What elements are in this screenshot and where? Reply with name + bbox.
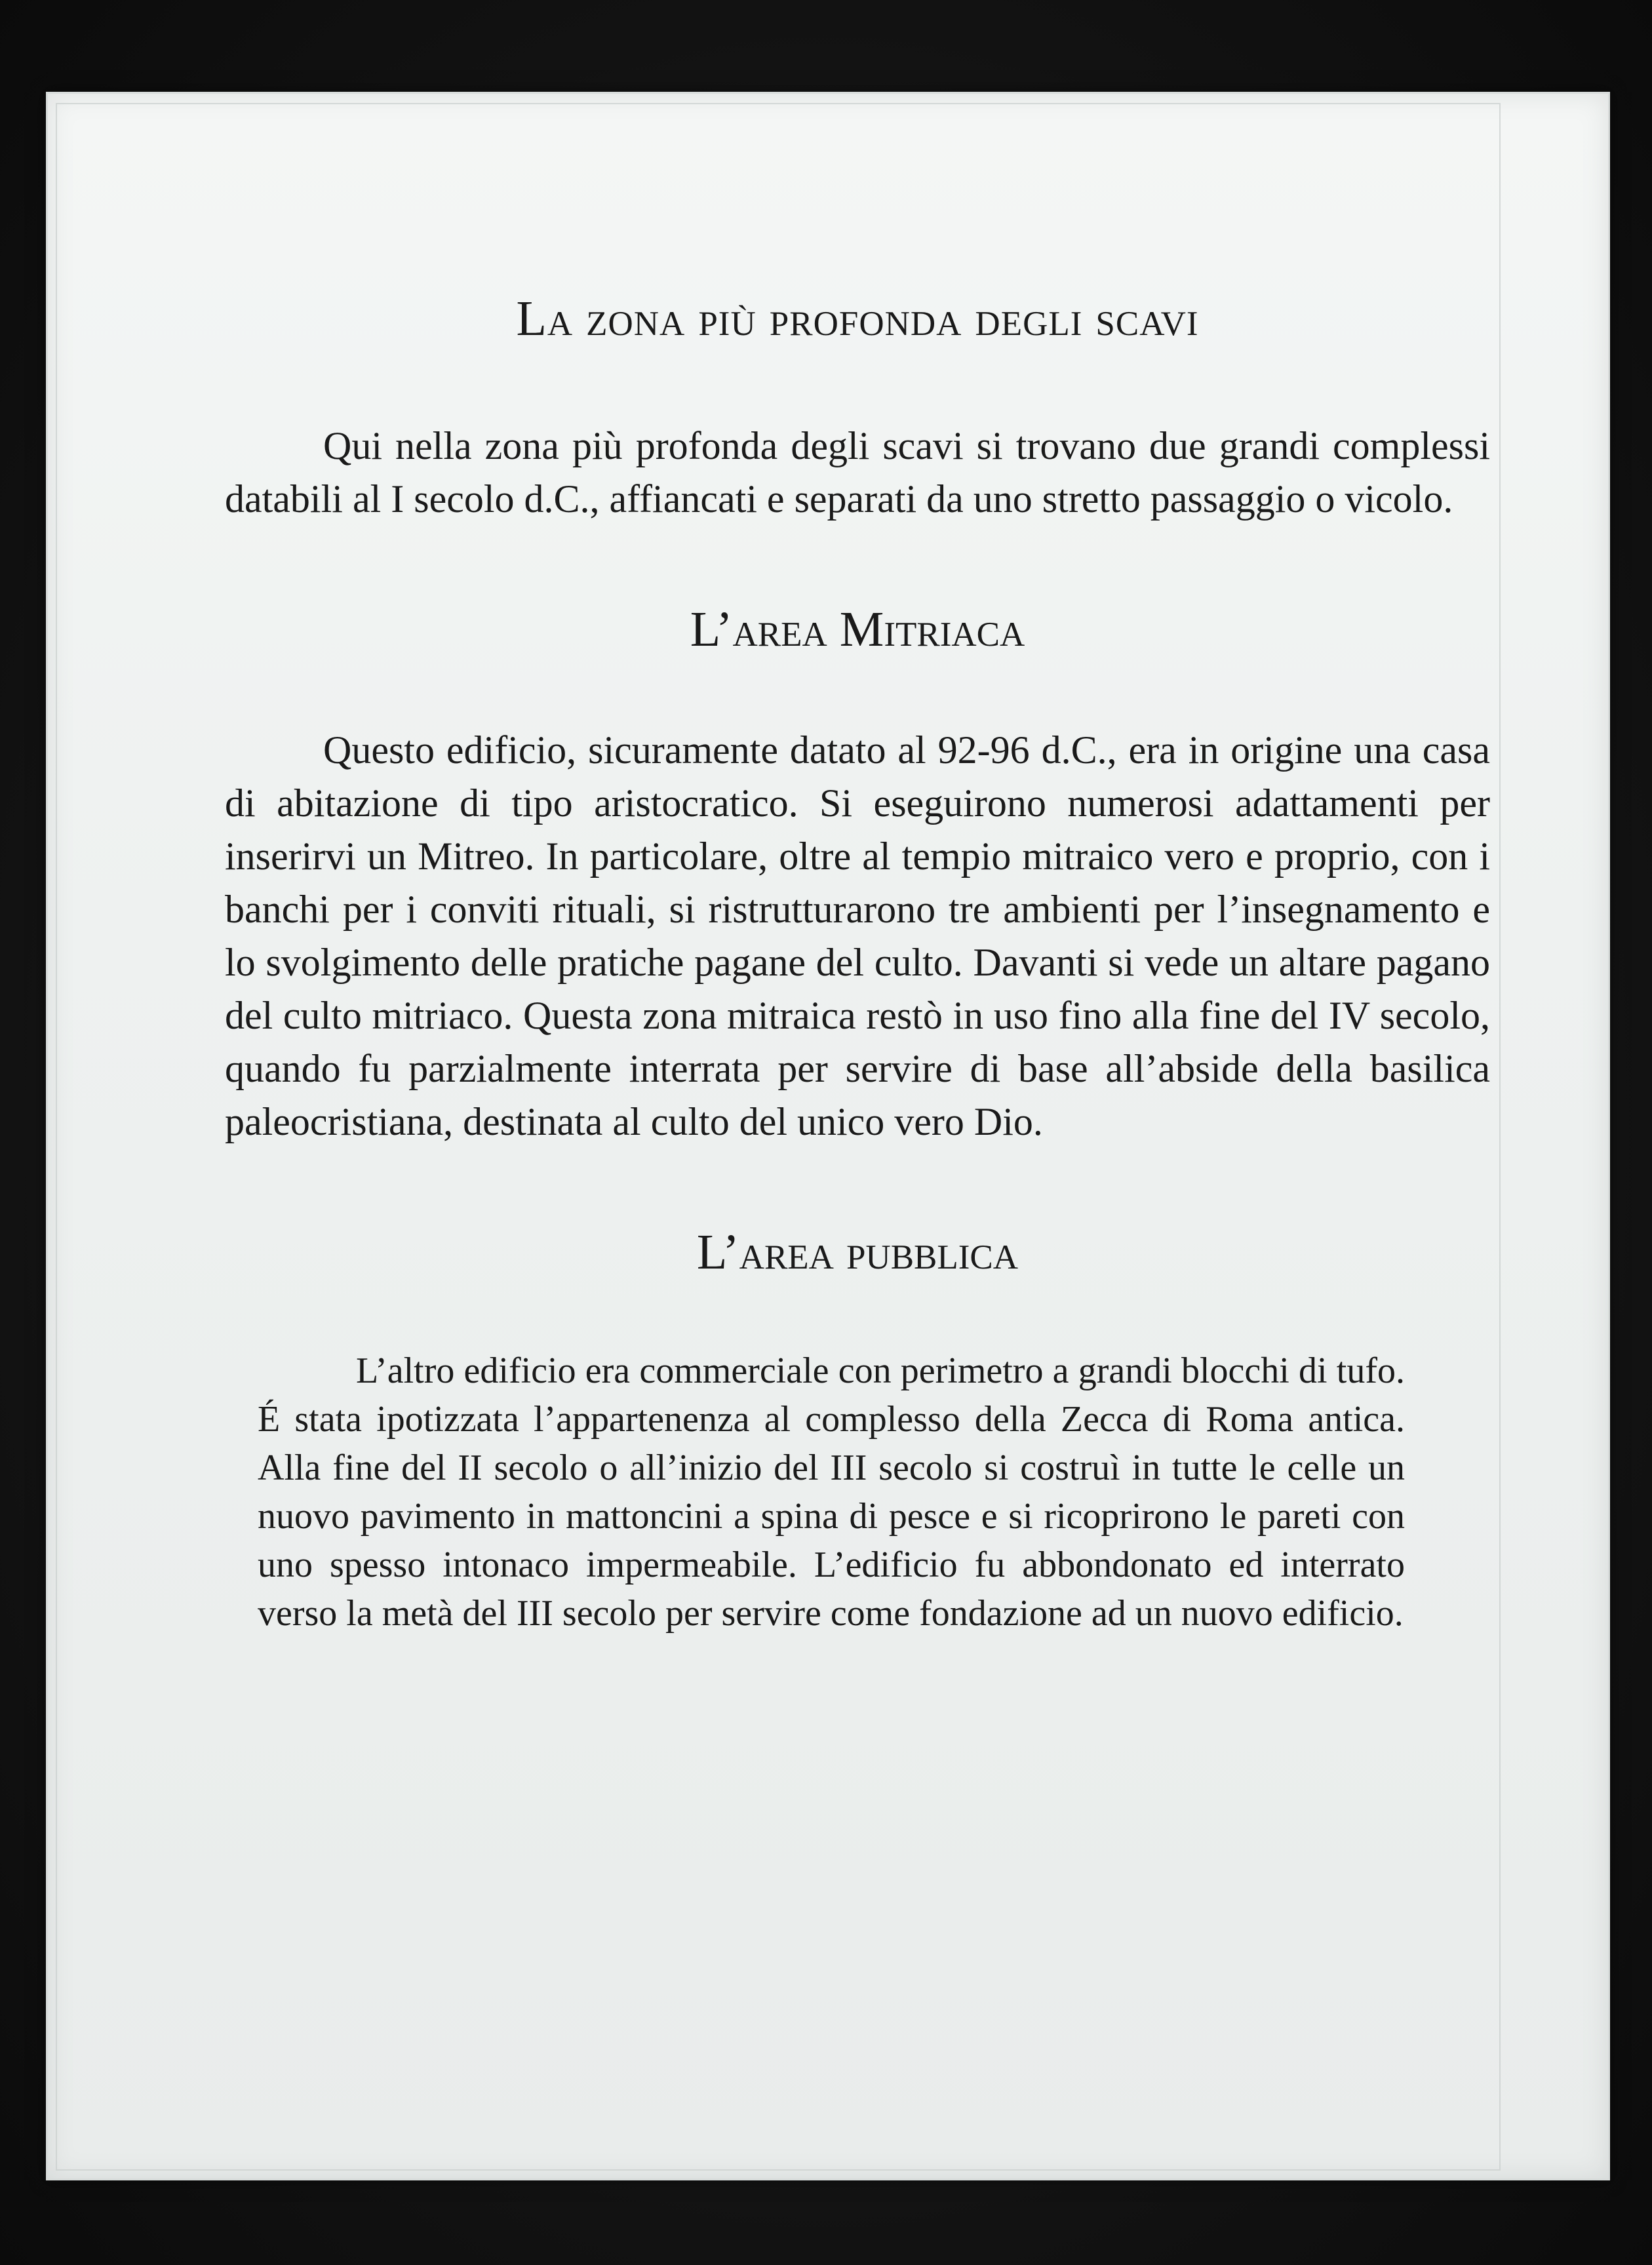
intro-paragraph: Qui nella zona più profonda degli scavi si trovano due grandi complessi databili al I secolo d.C., affiancati e separati da uno stretto passaggio o vicolo.	[225, 424, 1490, 521]
section-heading-pubblica: L’area pubblica	[696, 1225, 1019, 1280]
section-text-pubblica: L’altro edificio era commerciale con perimetro a grandi blocchi di tufo. É stata ipotizzata l’appartenenza al complesso della Zecca di Roma antica. Alla fine del II secolo o all’inizio del III secolo si costruì in tutte le celle un nuovo pavimento in mattoncini a spina di pesce e si ricoprirono le pareti con uno spesso intonaco impermeabile. L’edificio fu abbondonato ed interrato verso la metà del III secolo per servire come fondazione ad un nuovo edificio.	[258, 1350, 1405, 1634]
document-title: La zona più profonda degli scavi	[516, 291, 1199, 346]
paper-sheet	[46, 92, 1610, 2180]
document-body	[225, 290, 1490, 1713]
section-text-mitriaca: Questo edificio, sicuramente datato al 92-96 d.C., era in origine una casa di abitazione di tipo aristocratico. Si eseguirono numerosi adattamenti per inserirvi un Mitreo. In particolare, oltre al tempio mitraico vero e proprio, con i banchi per i conviti rituali, si ristrutturarono tre ambienti per l’insegnamento e lo svolgimento delle pratiche pagane del culto. Davanti si vede un altare pagano del culto mitriaco. Questa zona mitraica restò in uso fino alla fine del IV secolo, quando fu parzialmente interrata per servire di base all’abside della basilica paleocristiana, destinata al culto del unico vero Dio.	[225, 728, 1490, 1143]
section-heading-mitriaca: L’area Mitriaca	[690, 602, 1025, 657]
